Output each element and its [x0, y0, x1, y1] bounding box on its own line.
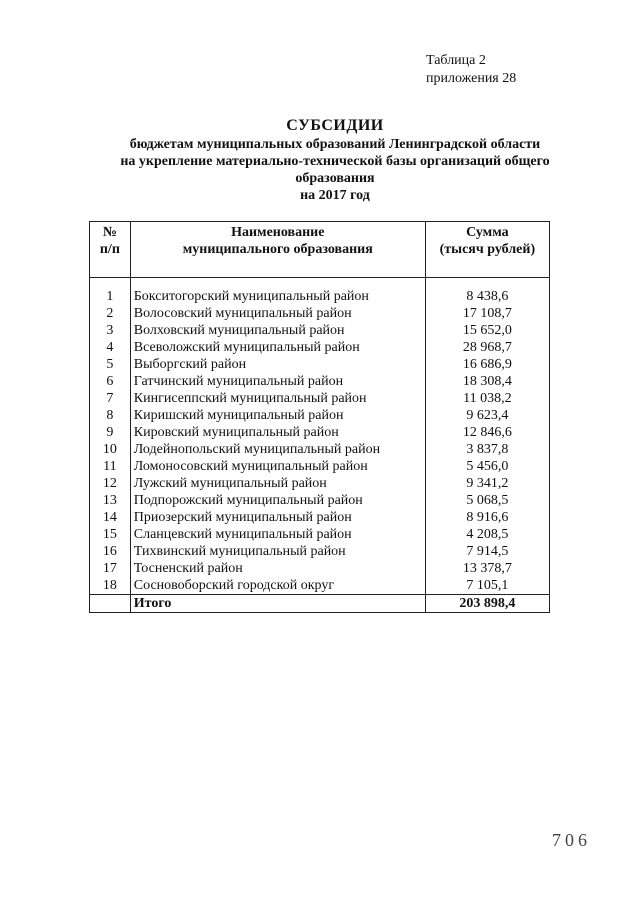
table-row: [90, 441, 550, 458]
row-name: Сланцевский муниципальный район: [130, 526, 425, 543]
row-number: 9: [90, 424, 131, 441]
table-row: [90, 339, 550, 356]
total-sum: 203 898,4: [425, 595, 549, 613]
title-line-3: образования: [295, 171, 375, 186]
table-spacer-row: [90, 278, 550, 289]
row-sum: 4 208,5: [425, 526, 549, 543]
header-name: [130, 222, 425, 278]
row-number: 18: [90, 577, 131, 595]
row-sum: 9 341,2: [425, 475, 549, 492]
row-sum: 9 623,4: [425, 407, 549, 424]
table-row: [90, 458, 550, 475]
row-sum: 13 378,7: [425, 560, 549, 577]
table-row: [90, 373, 550, 390]
header-number: [90, 222, 131, 278]
table-row: [90, 288, 550, 305]
table-row: [90, 407, 550, 424]
header-sum-line2: (тысяч рублей): [439, 242, 536, 257]
header-number-line2: п/п: [99, 242, 120, 257]
row-name: Тосненский район: [130, 560, 425, 577]
row-number: 14: [90, 509, 131, 526]
row-sum: 15 652,0: [425, 322, 549, 339]
row-number: 8: [90, 407, 131, 424]
row-name: Приозерский муниципальный район: [130, 509, 425, 526]
row-number: 5: [90, 356, 131, 373]
row-name: Лодейнопольский муниципальный район: [130, 441, 425, 458]
table-row: [90, 475, 550, 492]
table-row: [90, 492, 550, 509]
row-number: 4: [90, 339, 131, 356]
total-label: Итого: [130, 595, 425, 613]
row-sum: 28 968,7: [425, 339, 549, 356]
title-line-1: бюджетам муниципальных образований Ленинградской области: [129, 137, 541, 152]
row-number: 15: [90, 526, 131, 543]
row-name: Подпорожский муниципальный район: [130, 492, 425, 509]
row-number: 2: [90, 305, 131, 322]
row-name: Гатчинский муниципальный район: [130, 373, 425, 390]
table-total-row: [90, 595, 550, 613]
row-sum: 8 916,6: [425, 509, 549, 526]
row-name: Волховский муниципальный район: [130, 322, 425, 339]
table-row: [90, 322, 550, 339]
row-name: Кингисеппский муниципальный район: [130, 390, 425, 407]
row-sum: 11 038,2: [425, 390, 549, 407]
header-sum-line1: Сумма: [466, 225, 509, 240]
table-row: [90, 577, 550, 595]
row-sum: 16 686,9: [425, 356, 549, 373]
row-number: 3: [90, 322, 131, 339]
row-sum: 7 914,5: [425, 543, 549, 560]
row-sum: 18 308,4: [425, 373, 549, 390]
row-name: Киришский муниципальный район: [130, 407, 425, 424]
row-name: Всеволожский муниципальный район: [130, 339, 425, 356]
header-sum: [425, 222, 549, 278]
page-title: СУБСИДИИ: [286, 117, 384, 134]
row-number: 11: [90, 458, 131, 475]
table-row: [90, 543, 550, 560]
page-number: 706: [552, 830, 591, 850]
row-name: Сосновоборский городской округ: [130, 577, 425, 595]
table-row: [90, 305, 550, 322]
title-line-4: на 2017 год: [300, 188, 370, 203]
row-number: 12: [90, 475, 131, 492]
row-sum: 8 438,6: [425, 288, 549, 305]
row-sum: 5 068,5: [425, 492, 549, 509]
table-row: [90, 390, 550, 407]
row-sum: 3 837,8: [425, 441, 549, 458]
row-name: Кировский муниципальный район: [130, 424, 425, 441]
row-sum: 12 846,6: [425, 424, 549, 441]
row-name: Лужский муниципальный район: [130, 475, 425, 492]
row-number: 7: [90, 390, 131, 407]
row-name: Волосовский муниципальный район: [130, 305, 425, 322]
row-number: 13: [90, 492, 131, 509]
row-number: 16: [90, 543, 131, 560]
row-number: 6: [90, 373, 131, 390]
table-caption: [426, 52, 516, 88]
table-row: [90, 526, 550, 543]
document-title: [95, 116, 575, 204]
title-line-2: на укрепление материально-технической базы организаций общего: [120, 154, 550, 169]
row-number: 1: [90, 288, 131, 305]
table-row: [90, 509, 550, 526]
row-name: Бокситогорский муниципальный район: [130, 288, 425, 305]
table-row: [90, 356, 550, 373]
header-number-line1: №: [102, 225, 117, 240]
caption-table-number: Таблица 2: [426, 53, 486, 68]
table-body: [90, 278, 550, 595]
row-sum: 5 456,0: [425, 458, 549, 475]
row-number: 10: [90, 441, 131, 458]
row-name: Тихвинский муниципальный район: [130, 543, 425, 560]
subsidies-table: [89, 221, 550, 613]
row-number: 17: [90, 560, 131, 577]
row-name: Ломоносовский муниципальный район: [130, 458, 425, 475]
row-sum: 7 105,1: [425, 577, 549, 595]
header-name-line1: Наименование: [231, 225, 325, 240]
row-name: Выборгский район: [130, 356, 425, 373]
row-sum: 17 108,7: [425, 305, 549, 322]
table-row: [90, 424, 550, 441]
caption-appendix: приложения 28: [426, 71, 517, 86]
header-name-line2: муниципального образования: [182, 242, 373, 257]
table-row: [90, 560, 550, 577]
table-header-row: [90, 222, 550, 278]
